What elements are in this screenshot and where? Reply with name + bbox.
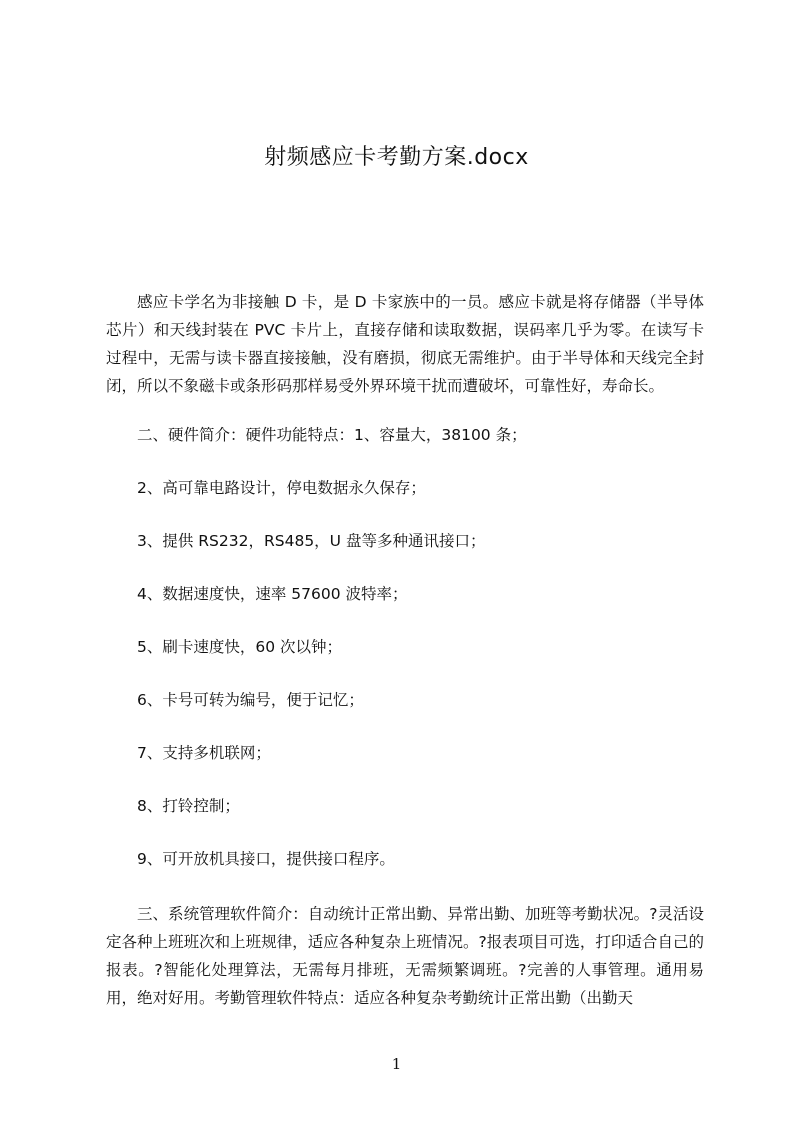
feature-item-4: 4、数据速度快，速率 57600 波特率； [137, 585, 408, 603]
document-title: 射频感应卡考勤方案.docx [264, 145, 529, 170]
feature-item-3: 3、提供 RS232，RS485，U 盘等多种通讯接口； [137, 532, 486, 550]
intro-paragraph: 感应卡学名为非接触 D 卡，是 D 卡家族中的一员。感应卡就是将存储器（半导体芯片）和天线封装在 PVC 卡片上，直接存储和读取数据，误码率几乎为零。在读写卡过程中，无需与读卡器直接接触，没有磨损，彻底无需维护。由于半导体和天线完全封闭，所以不象磁卡或条形码那样易受外界环境干扰而遭破坏，可靠性好，寿命长。 [106, 293, 704, 395]
feature-item-7: 7、支持多机联网； [137, 744, 271, 762]
feature-item-5: 5、刷卡速度快，60 次以钟； [137, 638, 343, 656]
page-number: 1 [391, 1055, 402, 1073]
feature-item-8: 8、打铃控制； [137, 797, 240, 815]
feature-item-6: 6、卡号可转为编号，便于记忆； [137, 691, 364, 709]
software-paragraph: 三、系统管理软件简介：自动统计正常出勤、异常出勤、加班等考勤状况。?灵活设定各种上班班次和上班规律，适应各种复杂上班情况。?报表项目可选，打印适合自己的报表。?智能化处理算法，无需每月排班，无需频繁调班。?完善的人事管理。通用易用，绝对好用。考勤管理软件特点：适应各种复杂考勤统计正常出勤（出勤天 [106, 905, 704, 1007]
feature-item-2: 2、高可靠电路设计，停电数据永久保存； [137, 479, 426, 497]
feature-item-9: 9、可开放机具接口，提供接口程序。 [137, 850, 395, 868]
hardware-heading: 二、硬件简介：硬件功能特点：1、容量大，38100 条； [137, 426, 527, 444]
